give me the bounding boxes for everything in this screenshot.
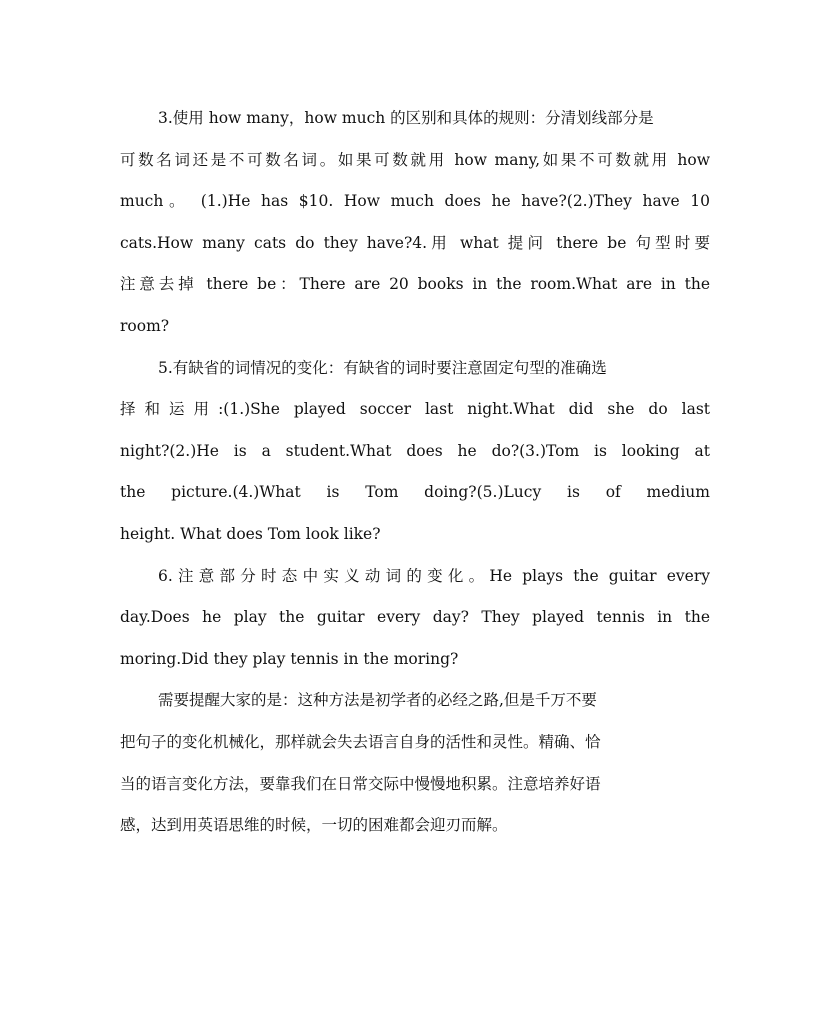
paragraph-5-line-3: night?(2.)He is a student.What does he do?(3.)Tom is looking at xyxy=(120,441,710,460)
paragraph-3-line-2: 可数名词还是不可数名词。如果可数就用 how many,如果不可数就用 how xyxy=(120,150,710,169)
paragraph-note-line-2: 把句子的变化机械化，那样就会失去语言自身的活性和灵性。精确、恰 xyxy=(120,732,601,751)
paragraph-3-line-6: room? xyxy=(120,316,170,335)
paragraph-note-line-3: 当的语言变化方法，要靠我们在日常交际中慢慢地积累。注意培养好语 xyxy=(120,774,601,793)
paragraph-6-line-1: 6.注意部分时态中实义动词的变化。He plays the guitar every xyxy=(158,566,710,585)
paragraph-6-line-2: day.Does he play the guitar every day? They played tennis in the xyxy=(120,608,710,627)
paragraph-5-line-4: the picture.(4.)What is Tom doing?(5.)Lucy is of medium xyxy=(120,483,710,502)
paragraph-3-line-3: much。 (1.)He has $10. How much does he have?(2.)They have 10 xyxy=(120,192,710,211)
paragraph-5-line-1: 5.有缺省的词情况的变化：有缺省的词时要注意固定句型的准确选 xyxy=(158,358,607,377)
paragraph-5-line-2: 择和运用:(1.)She played soccer last night.What did she do last xyxy=(120,400,710,419)
paragraph-3-line-5: 注意去掉 there be：There are 20 books in the room.What are in the xyxy=(120,275,710,294)
paragraph-3-line-4: cats.How many cats do they have?4.用 what 提问 there be 句型时要 xyxy=(120,233,710,252)
paragraph-6-line-3: moring.Did they play tennis in the moring? xyxy=(120,649,459,668)
paragraph-note-line-1: 需要提醒大家的是：这种方法是初学者的必经之路,但是千万不要 xyxy=(158,691,597,710)
paragraph-3-line-1: 3.使用 how many，how much 的区别和具体的规则：分清划线部分是 xyxy=(158,109,654,127)
document-body xyxy=(120,98,710,847)
paragraph-note-line-4: 感，达到用英语思维的时候，一切的困难都会迎刃而解。 xyxy=(120,816,508,835)
paragraph-5-line-5: height. What does Tom look like? xyxy=(120,524,381,543)
